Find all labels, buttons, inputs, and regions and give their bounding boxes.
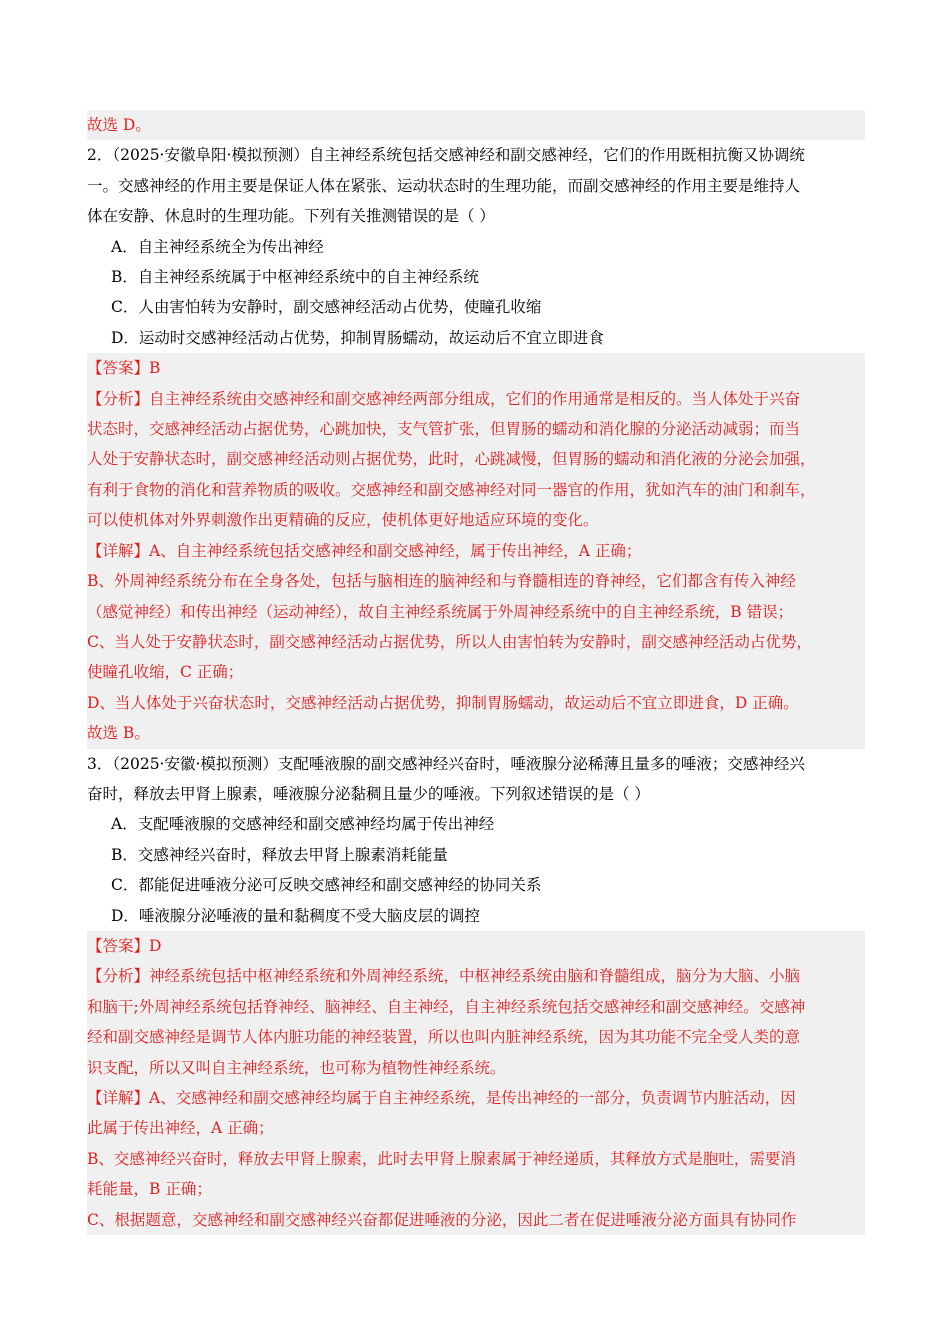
question-2-analysis-line: 有利于食物的消化和营养物质的吸收。交感神经和副交感神经对同一器官的作用，犹如汽车的油门和刹车， xyxy=(87,480,816,499)
question-2-analysis-line: 人处于安静状态时，副交感神经活动则占据优势，此时，心跳减慢，但胃肠的蠕动和消化液的分泌会加强， xyxy=(87,450,816,469)
question-2-detail-line: B、外周神经系统分布在全身各处，包括与脑相连的脑神经和与脊髓相连的脊神经，它们都含有传入神经 xyxy=(87,572,796,591)
question-2-stem-line: 一。交感神经的作用主要是保证人体在紧张、运动状态时的生理功能，而副交感神经的作用主要是维持人 xyxy=(87,176,801,195)
question-3-detail-line: 耗能量，B 正确； xyxy=(87,1180,212,1199)
question-2-conclusion: 故选 B。 xyxy=(87,724,150,743)
question-2-analysis-line: 可以使机体对外界刺激作出更精确的反应，使机体更好地适应环境的变化。 xyxy=(87,511,599,530)
question-3-option-a: A．支配唾液腺的交感神经和副交感神经均属于传出神经 xyxy=(111,815,495,834)
question-2-option-d: D．运动时交感神经活动占优势，抑制胃肠蠕动，故运动后不宜立即进食 xyxy=(111,328,604,347)
question-3-analysis-line: 和脑干;外周神经系统包括脊神经、脑神经、自主神经，自主神经系统包括交感神经和副交感神经。交感神 xyxy=(87,997,806,1016)
question-2 xyxy=(87,140,865,748)
question-2-stem-line: 体在安静、休息时的生理功能。下列有关推测错误的是（ ） xyxy=(87,207,495,226)
question-2-detail-line: 【详解】A、自主神经系统包括交感神经和副交感神经，属于传出神经，A 正确； xyxy=(87,541,642,560)
question-3-solution xyxy=(87,931,865,1235)
question-2-solution xyxy=(87,353,865,748)
question-3-analysis-line: 识支配，所以又叫自主神经系统，也可称为植物性神经系统。 xyxy=(87,1058,506,1077)
question-2-detail-line: C、当人处于安静状态时，副交感神经活动占据优势，所以人由害怕转为安静时，副交感神经活动占优势， xyxy=(87,632,812,651)
question-3-detail-line: B、交感神经兴奋时，释放去甲肾上腺素，此时去甲肾上腺素属于神经递质，其释放方式是胞吐，需要消 xyxy=(87,1149,796,1168)
question-2-answer: 【答案】B xyxy=(87,359,161,378)
previous-conclusion: 故选 D。 xyxy=(87,110,865,140)
question-2-detail-line: D、当人体处于兴奋状态时，交感神经活动占据优势，抑制胃肠蠕动，故运动后不宜立即进食，D 正确。 xyxy=(87,693,799,712)
question-3-detail-line: 此属于传出神经，A 正确； xyxy=(87,1119,274,1138)
page-content xyxy=(87,110,865,1235)
question-3-stem-line: 3．（2025·安徽·模拟预测）支配唾液腺的副交感神经兴奋时，唾液腺分泌稀薄且量多的唾液；交感神经兴 xyxy=(87,754,805,773)
question-3-option-b: B．交感神经兴奋时，释放去甲肾上腺素消耗能量 xyxy=(111,845,448,864)
question-3-analysis-line: 经和副交感神经是调节人体内脏功能的神经装置，所以也叫内脏神经系统，因为其功能不完全受人类的意 xyxy=(87,1028,801,1047)
question-2-analysis-line: 【分析】自主神经系统由交感神经和副交感神经两部分组成，它们的作用通常是相反的。当人体处于兴奋 xyxy=(87,389,801,408)
question-3-stem-line: 奋时，释放去甲肾上腺素，唾液腺分泌黏稠且量少的唾液。下列叙述错误的是（ ） xyxy=(87,784,650,803)
question-2-option-a: A．自主神经系统全为传出神经 xyxy=(111,237,324,256)
question-2-detail-line: 使瞳孔收缩，C 正确； xyxy=(87,663,244,682)
question-2-option-b: B．自主神经系统属于中枢神经系统中的自主神经系统 xyxy=(111,268,479,287)
question-3 xyxy=(87,749,865,1236)
question-2-detail-line: （感觉神经）和传出神经（运动神经），故自主神经系统属于外周神经系统中的自主神经系统，B 错误； xyxy=(87,602,794,621)
question-3-option-d: D．唾液腺分泌唾液的量和黏稠度不受大脑皮层的调控 xyxy=(111,906,480,925)
question-2-option-c: C．人由害怕转为安静时，副交感神经活动占优势，使瞳孔收缩 xyxy=(111,298,542,317)
question-2-stem-line: 2．（2025·安徽阜阳·模拟预测）自主神经系统包括交感神经和副交感神经，它们的作用既相抗衡又协调统 xyxy=(87,146,805,165)
question-3-option-c: C．都能促进唾液分泌可反映交感神经和副交感神经的协同关系 xyxy=(111,876,542,895)
question-3-detail-line: 【详解】A、交感神经和副交感神经均属于自主神经系统，是传出神经的一部分，负责调节内脏活动，因 xyxy=(87,1089,796,1107)
question-3-answer: 【答案】D xyxy=(87,936,162,955)
question-2-analysis-line: 状态时，交感神经活动占据优势，心跳加快，支气管扩张，但胃肠的蠕动和消化腺的分泌活动减弱；而当 xyxy=(87,420,801,439)
question-3-analysis-line: 【分析】神经系统包括中枢神经系统和外周神经系统，中枢神经系统由脑和脊髓组成，脑分为大脑、小脑 xyxy=(87,967,801,986)
question-3-detail-line: C、根据题意，交感神经和副交感神经兴奋都促进唾液的分泌，因此二者在促进唾液分泌方面具有协同作 xyxy=(87,1210,797,1229)
